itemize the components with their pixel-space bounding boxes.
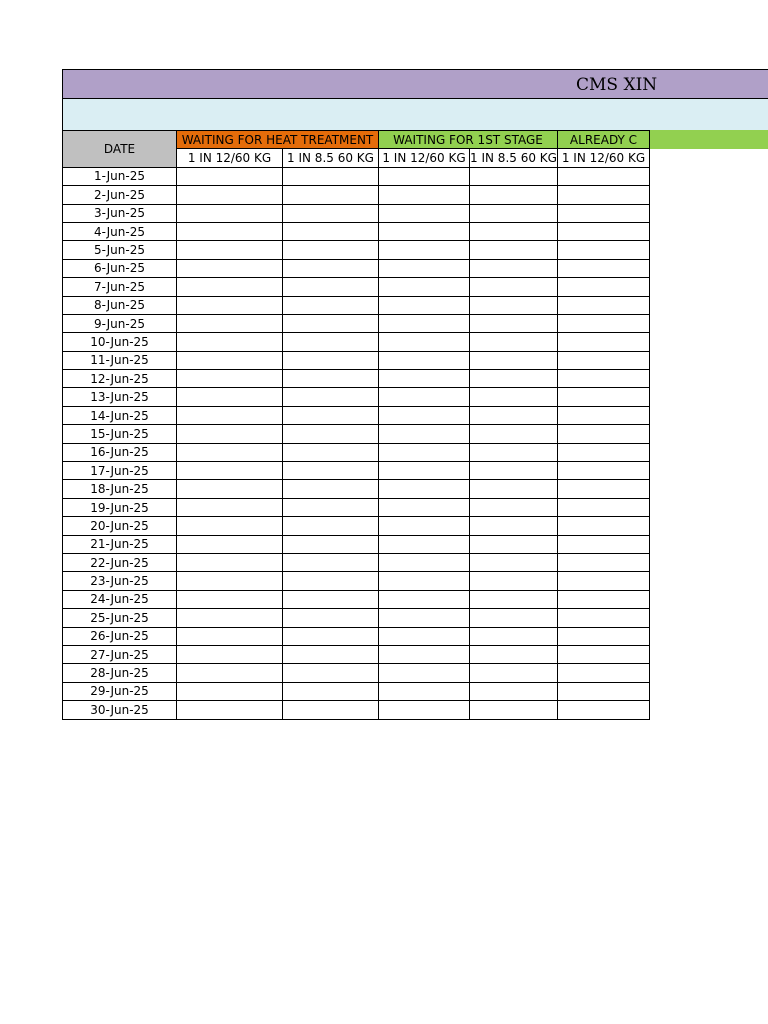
entry-cell[interactable]: [470, 517, 558, 535]
entry-cell[interactable]: [379, 296, 470, 314]
entry-cell[interactable]: [283, 186, 379, 204]
entry-cell[interactable]: [558, 664, 650, 682]
entry-cell[interactable]: [379, 627, 470, 645]
entry-cell[interactable]: [558, 462, 650, 480]
entry-cell[interactable]: [379, 333, 470, 351]
date-cell[interactable]: 3-Jun-25: [63, 204, 177, 222]
date-cell[interactable]: 11-Jun-25: [63, 351, 177, 369]
entry-cell[interactable]: [177, 241, 283, 259]
entry-cell[interactable]: [283, 627, 379, 645]
entry-cell[interactable]: [177, 590, 283, 608]
entry-cell[interactable]: [470, 682, 558, 700]
entry-cell[interactable]: [177, 425, 283, 443]
entry-cell[interactable]: [283, 259, 379, 277]
table-row: [63, 553, 650, 571]
entry-cell[interactable]: [283, 517, 379, 535]
entry-cell[interactable]: [379, 167, 470, 185]
table-row: [63, 425, 650, 443]
entry-cell[interactable]: [558, 241, 650, 259]
date-cell[interactable]: 26-Jun-25: [63, 627, 177, 645]
entry-cell[interactable]: [379, 701, 470, 719]
date-cell[interactable]: 16-Jun-25: [63, 443, 177, 461]
table-row: [63, 498, 650, 516]
entry-cell[interactable]: [470, 498, 558, 516]
entry-cell[interactable]: [177, 167, 283, 185]
entry-cell[interactable]: [177, 443, 283, 461]
table-row: [63, 664, 650, 682]
entry-cell[interactable]: [558, 167, 650, 185]
group-first-stage[interactable]: WAITING FOR 1ST STAGE: [379, 131, 558, 149]
table-row: [63, 167, 650, 185]
entry-cell[interactable]: [283, 572, 379, 590]
entry-cell[interactable]: [470, 645, 558, 663]
entry-cell[interactable]: [177, 462, 283, 480]
entry-cell[interactable]: [177, 406, 283, 424]
date-cell[interactable]: 18-Jun-25: [63, 480, 177, 498]
entry-cell[interactable]: [379, 553, 470, 571]
entry-cell[interactable]: [470, 425, 558, 443]
date-cell[interactable]: 15-Jun-25: [63, 425, 177, 443]
date-cell[interactable]: 9-Jun-25: [63, 314, 177, 332]
date-cell[interactable]: 13-Jun-25: [63, 388, 177, 406]
table-row: [63, 204, 650, 222]
sub-header[interactable]: 1 IN 12/60 KG: [558, 149, 650, 167]
entry-cell[interactable]: [283, 462, 379, 480]
entry-cell[interactable]: [470, 186, 558, 204]
entry-cell[interactable]: [379, 278, 470, 296]
date-cell[interactable]: 23-Jun-25: [63, 572, 177, 590]
table-row: [63, 296, 650, 314]
entry-cell[interactable]: [558, 186, 650, 204]
date-cell[interactable]: 1-Jun-25: [63, 167, 177, 185]
group-heat-treatment[interactable]: WAITING FOR HEAT TREATMENT: [177, 131, 379, 149]
entry-cell[interactable]: [558, 572, 650, 590]
entry-cell[interactable]: [558, 553, 650, 571]
date-cell[interactable]: 12-Jun-25: [63, 370, 177, 388]
entry-cell[interactable]: [283, 443, 379, 461]
date-cell[interactable]: 10-Jun-25: [63, 333, 177, 351]
entry-cell[interactable]: [379, 186, 470, 204]
table-row: [63, 333, 650, 351]
sub-header[interactable]: 1 IN 12/60 KG: [379, 149, 470, 167]
date-cell[interactable]: 24-Jun-25: [63, 590, 177, 608]
entry-cell[interactable]: [558, 443, 650, 461]
entry-cell[interactable]: [379, 498, 470, 516]
entry-cell[interactable]: [558, 333, 650, 351]
table-row: [63, 535, 650, 553]
entry-cell[interactable]: [283, 498, 379, 516]
entry-cell[interactable]: [177, 370, 283, 388]
table-row: [63, 406, 650, 424]
entry-cell[interactable]: [177, 314, 283, 332]
entry-cell[interactable]: [470, 388, 558, 406]
entry-cell[interactable]: [379, 682, 470, 700]
date-cell[interactable]: 7-Jun-25: [63, 278, 177, 296]
entry-cell[interactable]: [558, 590, 650, 608]
entry-cell[interactable]: [558, 535, 650, 553]
entry-cell[interactable]: [379, 222, 470, 240]
table-row: [63, 701, 650, 719]
entry-cell[interactable]: [558, 259, 650, 277]
entry-cell[interactable]: [177, 535, 283, 553]
entry-cell[interactable]: [558, 278, 650, 296]
entry-cell[interactable]: [283, 535, 379, 553]
entry-cell[interactable]: [470, 572, 558, 590]
entry-cell[interactable]: [470, 590, 558, 608]
date-cell[interactable]: 25-Jun-25: [63, 609, 177, 627]
entry-cell[interactable]: [470, 296, 558, 314]
entry-cell[interactable]: [558, 517, 650, 535]
date-cell[interactable]: 19-Jun-25: [63, 498, 177, 516]
entry-cell[interactable]: [177, 333, 283, 351]
entry-cell[interactable]: [379, 259, 470, 277]
entry-cell[interactable]: [558, 314, 650, 332]
table-row: [63, 645, 650, 663]
sheet-title: CMS XIN: [576, 75, 658, 95]
entry-cell[interactable]: [177, 278, 283, 296]
entry-cell[interactable]: [177, 388, 283, 406]
entry-cell[interactable]: [558, 480, 650, 498]
entry-cell[interactable]: [177, 553, 283, 571]
entry-cell[interactable]: [379, 480, 470, 498]
entry-cell[interactable]: [379, 406, 470, 424]
entry-cell[interactable]: [177, 609, 283, 627]
entry-cell[interactable]: [283, 278, 379, 296]
entry-cell[interactable]: [558, 296, 650, 314]
entry-cell[interactable]: [283, 333, 379, 351]
entry-cell[interactable]: [177, 296, 283, 314]
entry-cell[interactable]: [177, 645, 283, 663]
entry-cell[interactable]: [470, 259, 558, 277]
entry-cell[interactable]: [177, 351, 283, 369]
entry-cell[interactable]: [283, 296, 379, 314]
entry-cell[interactable]: [379, 590, 470, 608]
entry-cell[interactable]: [470, 609, 558, 627]
sub-header[interactable]: 1 IN 12/60 KG: [177, 149, 283, 167]
date-cell[interactable]: 27-Jun-25: [63, 645, 177, 663]
entry-cell[interactable]: [177, 259, 283, 277]
table-row: [63, 186, 650, 204]
entry-cell[interactable]: [283, 388, 379, 406]
entry-cell[interactable]: [470, 535, 558, 553]
entry-cell[interactable]: [558, 425, 650, 443]
table-row: [63, 682, 650, 700]
table-row: [63, 388, 650, 406]
entry-cell[interactable]: [379, 388, 470, 406]
entry-cell[interactable]: [283, 204, 379, 222]
entry-cell[interactable]: [470, 314, 558, 332]
entry-cell[interactable]: [379, 314, 470, 332]
table-row: [63, 278, 650, 296]
entry-cell[interactable]: [470, 701, 558, 719]
entry-cell[interactable]: [379, 645, 470, 663]
entry-cell[interactable]: [283, 241, 379, 259]
table-row: [63, 241, 650, 259]
table-row: [63, 443, 650, 461]
date-cell[interactable]: 8-Jun-25: [63, 296, 177, 314]
entry-cell[interactable]: [283, 425, 379, 443]
date-cell[interactable]: 14-Jun-25: [63, 406, 177, 424]
tracking-table: [62, 130, 650, 720]
date-cell[interactable]: 4-Jun-25: [63, 222, 177, 240]
entry-cell[interactable]: [470, 462, 558, 480]
table-row: [63, 370, 650, 388]
entry-cell[interactable]: [470, 167, 558, 185]
entry-cell[interactable]: [379, 370, 470, 388]
entry-cell[interactable]: [379, 609, 470, 627]
date-header[interactable]: DATE: [63, 131, 177, 168]
entry-cell[interactable]: [470, 333, 558, 351]
date-cell[interactable]: 28-Jun-25: [63, 664, 177, 682]
entry-cell[interactable]: [283, 701, 379, 719]
table-row: [63, 462, 650, 480]
table-row: [63, 314, 650, 332]
entry-cell[interactable]: [283, 645, 379, 663]
entry-cell[interactable]: [283, 609, 379, 627]
entry-cell[interactable]: [283, 664, 379, 682]
date-cell[interactable]: 22-Jun-25: [63, 553, 177, 571]
entry-cell[interactable]: [379, 425, 470, 443]
entry-cell[interactable]: [470, 443, 558, 461]
table-row: [63, 627, 650, 645]
sub-header[interactable]: 1 IN 8.5 60 KG: [283, 149, 379, 167]
date-cell[interactable]: 29-Jun-25: [63, 682, 177, 700]
entry-cell[interactable]: [379, 443, 470, 461]
entry-cell[interactable]: [558, 204, 650, 222]
title-clip: [0, 0, 658, 130]
date-cell[interactable]: 6-Jun-25: [63, 259, 177, 277]
entry-cell[interactable]: [470, 480, 558, 498]
table-row: [63, 572, 650, 590]
entry-cell[interactable]: [283, 370, 379, 388]
entry-cell[interactable]: [283, 590, 379, 608]
entry-cell[interactable]: [470, 406, 558, 424]
date-cell[interactable]: 5-Jun-25: [63, 241, 177, 259]
date-cell[interactable]: 20-Jun-25: [63, 517, 177, 535]
table-row: [63, 259, 650, 277]
entry-cell[interactable]: [283, 553, 379, 571]
entry-cell[interactable]: [470, 553, 558, 571]
entry-cell[interactable]: [177, 701, 283, 719]
entry-cell[interactable]: [379, 241, 470, 259]
date-cell[interactable]: 30-Jun-25: [63, 701, 177, 719]
entry-cell[interactable]: [558, 351, 650, 369]
entry-cell[interactable]: [177, 664, 283, 682]
entry-cell[interactable]: [470, 204, 558, 222]
group-already[interactable]: ALREADY C: [558, 131, 650, 149]
table-row: [63, 609, 650, 627]
entry-cell[interactable]: [283, 351, 379, 369]
entry-cell[interactable]: [177, 498, 283, 516]
entry-cell[interactable]: [379, 535, 470, 553]
date-cell[interactable]: 2-Jun-25: [63, 186, 177, 204]
entry-cell[interactable]: [558, 645, 650, 663]
sub-header[interactable]: 1 IN 8.5 60 KG: [470, 149, 558, 167]
entry-cell[interactable]: [177, 572, 283, 590]
entry-cell[interactable]: [177, 480, 283, 498]
entry-cell[interactable]: [283, 682, 379, 700]
table-row: [63, 517, 650, 535]
date-cell[interactable]: 21-Jun-25: [63, 535, 177, 553]
entry-cell[interactable]: [558, 498, 650, 516]
entry-cell[interactable]: [558, 627, 650, 645]
entry-cell[interactable]: [177, 517, 283, 535]
entry-cell[interactable]: [283, 314, 379, 332]
already-group-overflow: [649, 130, 768, 149]
entry-cell[interactable]: [470, 278, 558, 296]
table-row: [63, 480, 650, 498]
table-row: [63, 590, 650, 608]
entry-cell[interactable]: [177, 222, 283, 240]
entry-cell[interactable]: [283, 222, 379, 240]
entry-cell[interactable]: [283, 480, 379, 498]
entry-cell[interactable]: [379, 572, 470, 590]
entry-cell[interactable]: [283, 406, 379, 424]
entry-cell[interactable]: [470, 241, 558, 259]
table-row: [63, 351, 650, 369]
entry-cell[interactable]: [558, 701, 650, 719]
entry-cell[interactable]: [558, 222, 650, 240]
entry-cell[interactable]: [283, 167, 379, 185]
entry-cell[interactable]: [558, 406, 650, 424]
entry-cell[interactable]: [379, 204, 470, 222]
entry-cell[interactable]: [379, 664, 470, 682]
entry-cell[interactable]: [379, 351, 470, 369]
entry-cell[interactable]: [177, 186, 283, 204]
entry-cell[interactable]: [558, 682, 650, 700]
entry-cell[interactable]: [177, 204, 283, 222]
entry-cell[interactable]: [177, 682, 283, 700]
entry-cell[interactable]: [470, 627, 558, 645]
entry-cell[interactable]: [558, 388, 650, 406]
table-row: [63, 222, 650, 240]
entry-cell[interactable]: [470, 664, 558, 682]
entry-cell[interactable]: [177, 627, 283, 645]
entry-cell[interactable]: [470, 222, 558, 240]
entry-cell[interactable]: [558, 370, 650, 388]
date-cell[interactable]: 17-Jun-25: [63, 462, 177, 480]
entry-cell[interactable]: [379, 462, 470, 480]
entry-cell[interactable]: [379, 517, 470, 535]
entry-cell[interactable]: [470, 351, 558, 369]
entry-cell[interactable]: [470, 370, 558, 388]
entry-cell[interactable]: [558, 609, 650, 627]
